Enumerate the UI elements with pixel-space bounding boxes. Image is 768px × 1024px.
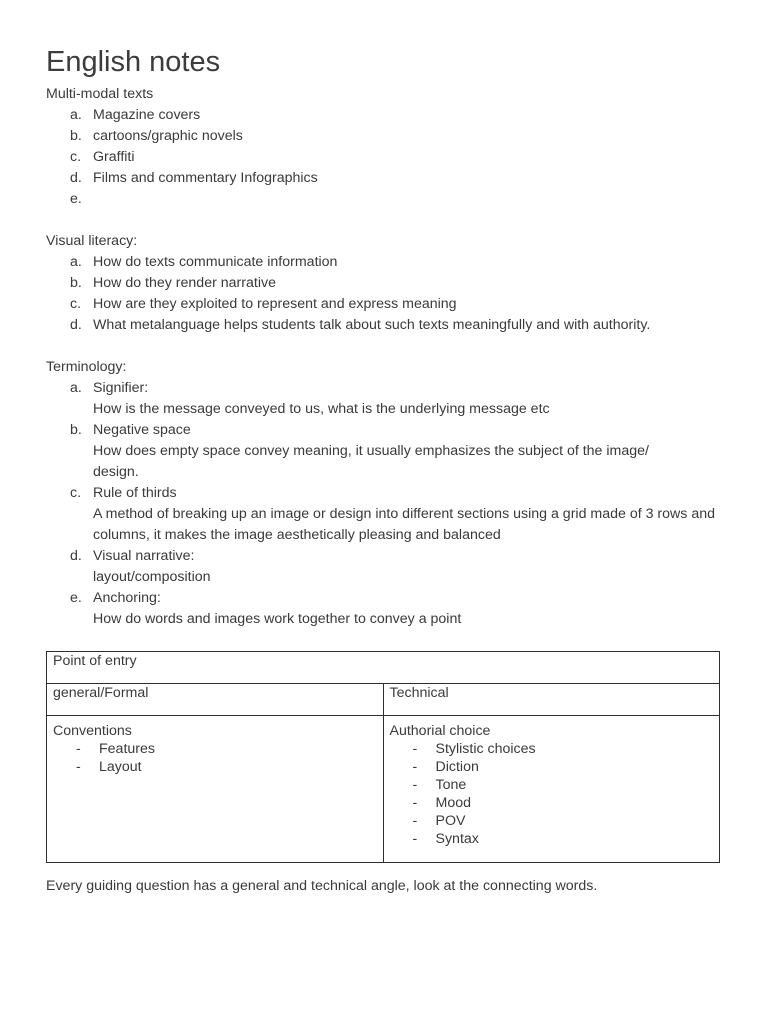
authorial-choice-list <box>390 740 714 848</box>
dash-bullet: - <box>76 741 81 757</box>
list-item-text: Features <box>99 741 155 757</box>
term-name: Visual narrative: <box>93 548 195 564</box>
list-item <box>53 740 377 758</box>
list-item <box>46 378 720 420</box>
list-marker: d. <box>70 170 82 186</box>
list-item-text: How do they render narrative <box>93 275 276 291</box>
dash-bullet: - <box>412 777 418 793</box>
section-heading-visual-literacy: Visual literacy: <box>46 233 138 249</box>
term-name: Signifier: <box>93 380 149 396</box>
term-name: Rule of thirds <box>93 485 177 501</box>
list-marker: e. <box>70 590 82 606</box>
dash-bullet: - <box>412 759 418 775</box>
list-item <box>53 758 377 776</box>
list-marker: c. <box>70 149 82 165</box>
list-item-text: Films and commentary Infographics <box>93 170 318 186</box>
list-marker: b. <box>70 275 82 291</box>
list-marker: d. <box>70 317 82 333</box>
dash-bullet: - <box>412 813 418 829</box>
point-of-entry-table <box>46 651 720 863</box>
list-item <box>46 147 720 168</box>
list-item-text: What metalanguage helps students talk about such texts meaningfully and with authority. <box>93 317 651 333</box>
list-marker: c. <box>70 485 82 501</box>
conventions-list <box>53 740 377 776</box>
list-item <box>46 315 720 336</box>
list-item <box>46 189 720 210</box>
table-cell-conventions <box>47 716 384 863</box>
section-heading-terminology: Terminology: <box>46 359 127 375</box>
table-row <box>47 684 720 716</box>
spacer <box>46 336 720 357</box>
footer-note: Every guiding question has a general and technical angle, look at the connecting words. <box>46 878 598 894</box>
multimodal-list <box>46 105 720 210</box>
list-item <box>46 252 720 273</box>
list-marker: c. <box>70 296 82 312</box>
page-title: English notes <box>46 46 221 78</box>
list-item <box>390 812 714 830</box>
table-row <box>47 716 720 863</box>
list-item-text: Layout <box>99 759 142 775</box>
list-item <box>46 420 720 483</box>
list-item <box>390 830 714 848</box>
list-item <box>46 168 720 189</box>
spacer <box>46 210 720 231</box>
list-item-text: POV <box>435 813 466 829</box>
list-item <box>46 588 720 630</box>
document-body <box>46 84 720 630</box>
list-item-text: Graffiti <box>93 149 135 165</box>
visual-literacy-list <box>46 252 720 336</box>
term-description: How is the message conveyed to us, what is the underlying message etc <box>93 401 550 417</box>
list-marker: b. <box>70 128 82 144</box>
term-name: Anchoring: <box>93 590 161 606</box>
section-heading-multimodal: Multi-modal texts <box>46 86 154 102</box>
list-item-text: Diction <box>435 759 479 775</box>
table-cell-technical: Technical <box>383 684 720 716</box>
cell-title: Authorial choice <box>389 723 491 739</box>
list-item <box>46 273 720 294</box>
term-name: Negative space <box>93 422 191 438</box>
list-item <box>46 294 720 315</box>
list-item <box>46 105 720 126</box>
list-item-text: Stylistic choices <box>435 741 536 757</box>
cell-title: Conventions <box>53 723 132 739</box>
list-marker: a. <box>70 254 82 270</box>
table-cell-authorial-choice <box>383 716 720 863</box>
list-item-text: cartoons/graphic novels <box>93 128 243 144</box>
list-marker: a. <box>70 380 82 396</box>
list-marker: e. <box>70 191 82 207</box>
list-item-text: How do texts communicate information <box>93 254 338 270</box>
list-item-text: Magazine covers <box>93 107 201 123</box>
list-item <box>390 794 714 812</box>
table-row <box>47 652 720 684</box>
table-cell-general-formal: general/Formal <box>47 684 384 716</box>
terminology-list <box>46 378 720 630</box>
list-item-text: Mood <box>435 795 471 811</box>
list-item <box>46 483 720 546</box>
list-item <box>390 758 714 776</box>
term-description: How do words and images work together to convey a point <box>93 611 462 627</box>
term-description: A method of breaking up an image or design into different sections using a grid made of 3 rows and columns, it makes the image aesthetically pleasing and balanced <box>93 506 716 543</box>
dash-bullet: - <box>76 759 81 775</box>
dash-bullet: - <box>412 795 418 811</box>
list-item-text: How are they exploited to represent and express meaning <box>93 296 457 312</box>
list-marker: a. <box>70 107 82 123</box>
dash-bullet: - <box>412 741 418 757</box>
dash-bullet: - <box>412 831 418 847</box>
list-item <box>390 776 714 794</box>
list-item <box>46 546 720 588</box>
term-description: layout/composition <box>93 569 211 585</box>
list-item <box>390 740 714 758</box>
list-item-text: Tone <box>435 777 467 793</box>
list-marker: b. <box>70 422 82 438</box>
list-item-text: Syntax <box>435 831 479 847</box>
table-header-cell: Point of entry <box>47 652 720 684</box>
term-description: How does empty space convey meaning, it usually emphasizes the subject of the image/ design. <box>93 443 649 480</box>
list-item <box>46 126 720 147</box>
list-marker: d. <box>70 548 82 564</box>
